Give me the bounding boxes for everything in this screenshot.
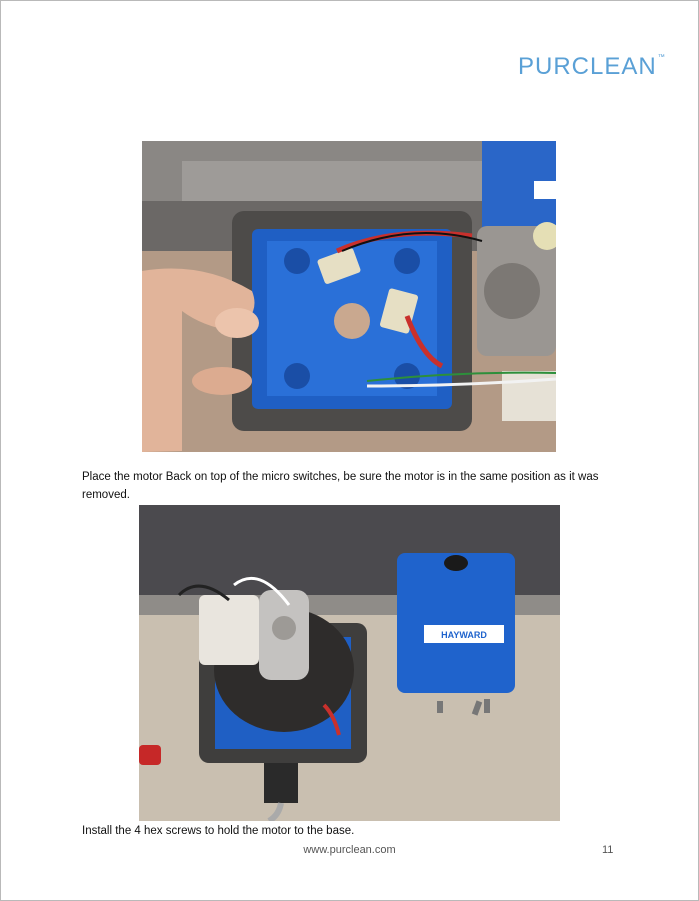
photo-motor-on-base [139,505,560,821]
purclean-logo [518,52,666,82]
figure-2-caption: Install the 4 hex screws to hold the motor to the base. [82,825,355,837]
photo-micro-switch-enclosure [142,141,556,452]
footer-url[interactable]: www.purclean.com [303,844,396,856]
figure-1-caption: Place the motor Back on top of the micro switches, be sure the motor is in the same position as it was removed. [82,471,599,501]
trademark-mark: ™ [657,53,666,61]
cover-brand-label: HAYWARD [441,630,487,640]
page-number: 11 [602,844,614,856]
logo-text: PURCLEAN [518,53,657,80]
